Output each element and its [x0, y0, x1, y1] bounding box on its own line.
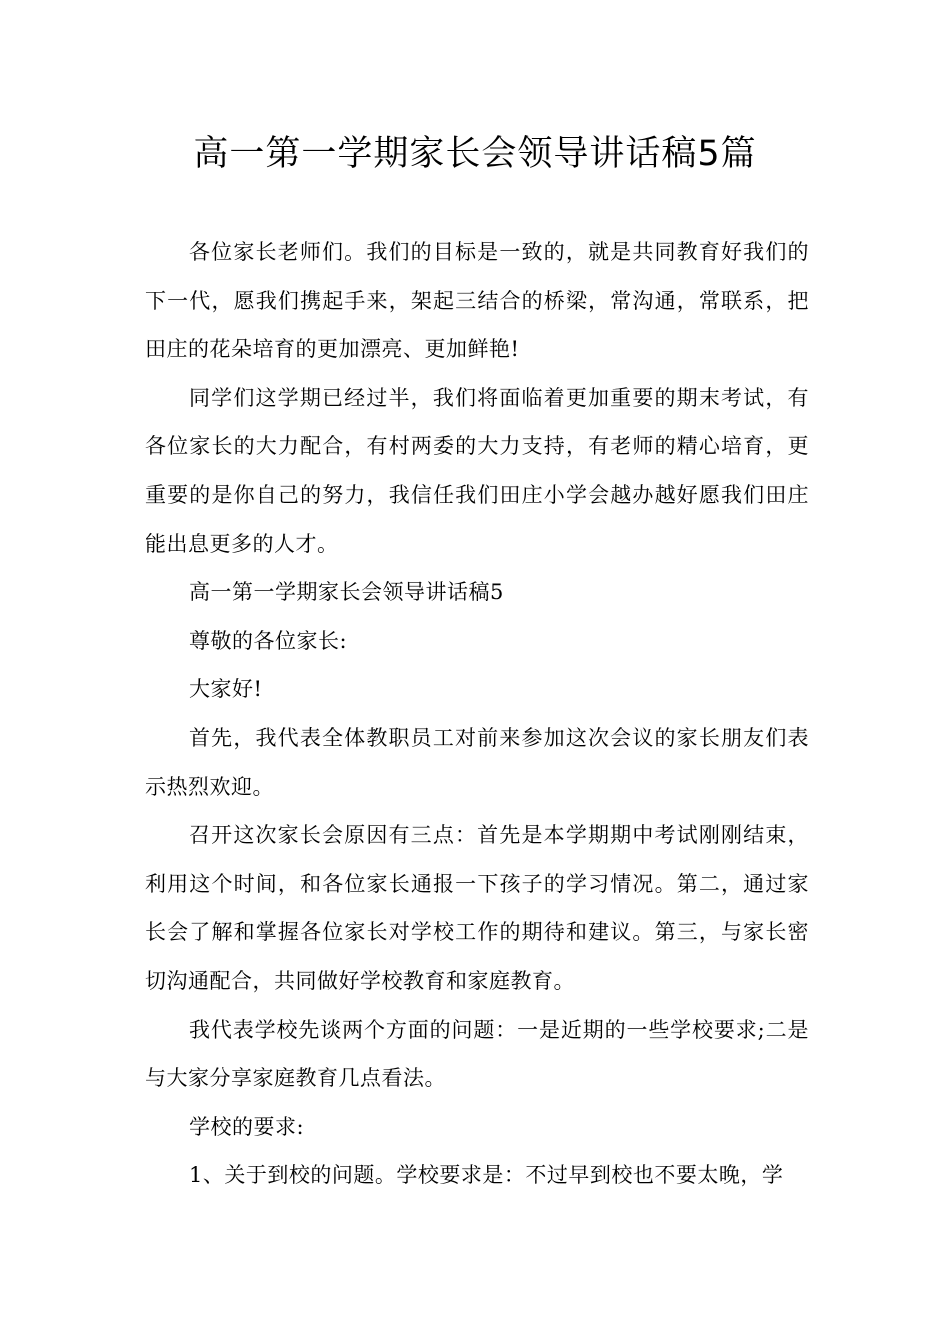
- paragraph: 召开这次家长会原因有三点：首先是本学期期中考试刚刚结束，利用这个时间，和各位家长通报一下孩子的学习情况。第二，通过家长会了解和掌握各位家长对学校工作的期待和建议。第三，与家长密切沟通配合，共同做好学校教育和家庭教育。: [145, 823, 809, 993]
- subheading: 学校的要求:: [189, 1114, 305, 1139]
- paragraph: 同学们这学期已经过半，我们将面临着更加重要的期末考试，有各位家长的大力配合，有村两委的大力支持，有老师的精心培育，更重要的是你自己的努力，我信任我们田庄小学会越办越好愿我们田庄能出息更多的人才。: [145, 385, 809, 556]
- greeting: 大家好!: [189, 677, 263, 702]
- section-heading: 高一第一学期家长会领导讲话稿5: [189, 580, 504, 605]
- document-title: 高一第一学期家长会领导讲话稿5篇: [193, 134, 757, 174]
- paragraph: 各位家长老师们。我们的目标是一致的，就是共同教育好我们的下一代，愿我们携起手来，架起三结合的桥梁，常沟通，常联系，把田庄的花朵培育的更加漂亮、更加鲜艳!: [145, 240, 809, 362]
- salutation: 尊敬的各位家长:: [189, 628, 348, 653]
- paragraph: 首先，我代表全体教职员工对前来参加这次会议的家长朋友们表示热烈欢迎。: [145, 725, 809, 799]
- list-item: 1、关于到校的问题。学校要求是：不过早到校也不要太晚，学: [189, 1163, 784, 1188]
- paragraph: 我代表学校先谈两个方面的问题：一是近期的一些学校要求;二是与大家分享家庭教育几点看法。: [145, 1017, 809, 1091]
- document-body: [145, 228, 809, 1200]
